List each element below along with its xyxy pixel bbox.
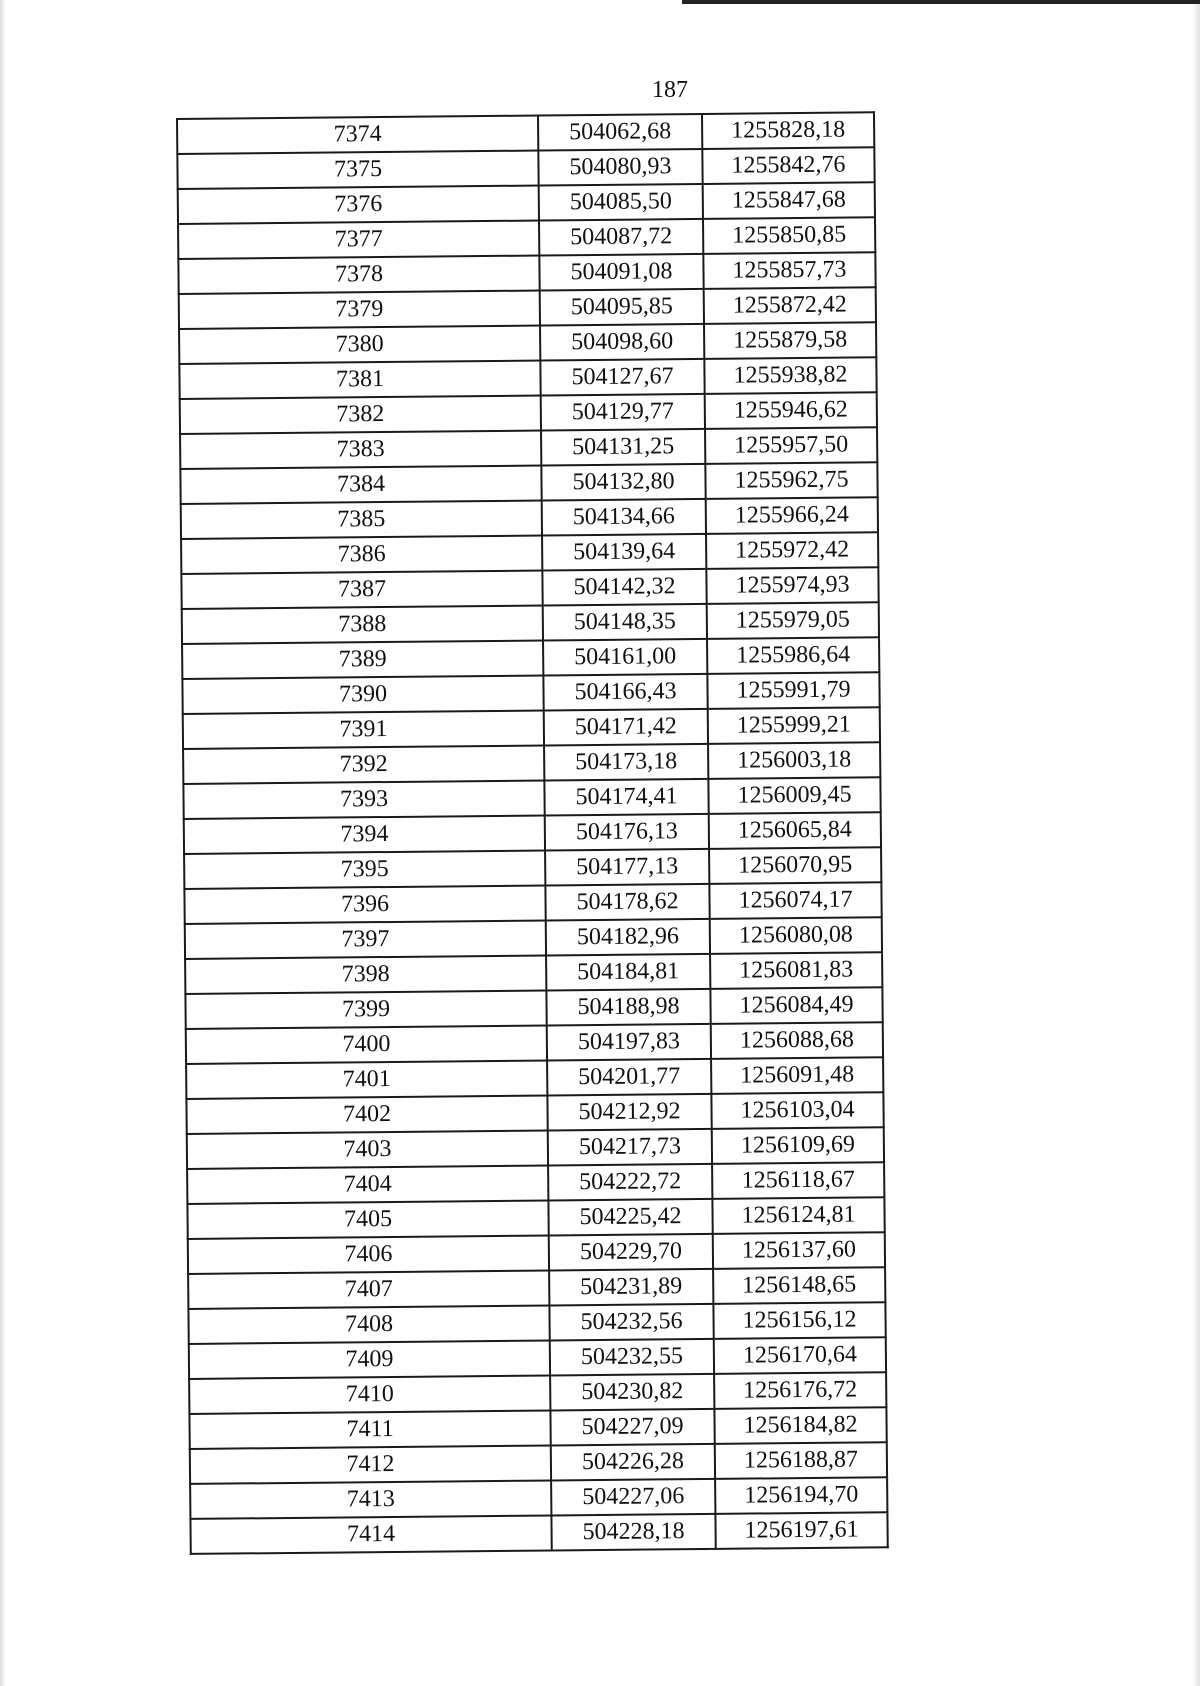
y-coordinate-cell: 1255946,62 (705, 392, 877, 429)
y-coordinate-cell: 1255991,79 (707, 672, 879, 709)
point-number-cell: 7396 (184, 885, 545, 923)
x-coordinate-cell: 504177,13 (545, 849, 709, 886)
y-coordinate-cell: 1255979,05 (707, 602, 879, 639)
point-number-cell: 7399 (185, 990, 546, 1028)
x-coordinate-cell: 504232,56 (549, 1304, 713, 1341)
y-coordinate-cell: 1255966,24 (706, 497, 878, 534)
y-coordinate-cell: 1256184,82 (714, 1407, 886, 1444)
page-number: 187 (652, 77, 688, 103)
y-coordinate-cell: 1256080,08 (710, 917, 882, 954)
y-coordinate-cell: 1256148,65 (713, 1267, 885, 1304)
x-coordinate-cell: 504132,80 (541, 464, 705, 501)
x-coordinate-cell: 504134,66 (542, 499, 706, 536)
point-number-cell: 7394 (184, 815, 545, 853)
scan-left-edge (0, 0, 6, 1686)
point-number-cell: 7381 (179, 361, 540, 399)
y-coordinate-cell: 1256084,49 (710, 987, 882, 1024)
point-number-cell: 7395 (184, 850, 545, 888)
point-number-cell: 7403 (187, 1130, 548, 1168)
point-number-cell: 7380 (179, 326, 540, 364)
y-coordinate-cell: 1256103,04 (711, 1092, 883, 1129)
x-coordinate-cell: 504197,83 (547, 1024, 711, 1061)
point-number-cell: 7383 (180, 431, 541, 469)
point-number-cell: 7374 (177, 116, 538, 154)
y-coordinate-cell: 1256088,68 (711, 1022, 883, 1059)
point-number-cell: 7406 (188, 1235, 549, 1273)
x-coordinate-cell: 504173,18 (544, 744, 708, 781)
point-number-cell: 7404 (187, 1165, 548, 1203)
y-coordinate-cell: 1256081,83 (710, 952, 882, 989)
y-coordinate-cell: 1256156,12 (713, 1302, 885, 1339)
x-coordinate-cell: 504129,77 (541, 394, 705, 431)
point-number-cell: 7409 (189, 1340, 550, 1378)
point-number-cell: 7391 (183, 710, 544, 748)
y-coordinate-cell: 1255999,21 (708, 707, 880, 744)
x-coordinate-cell: 504139,64 (542, 534, 706, 571)
y-coordinate-cell: 1255828,18 (702, 112, 874, 149)
coordinates-table-container (176, 111, 887, 1555)
x-coordinate-cell: 504232,55 (550, 1339, 714, 1376)
x-coordinate-cell: 504229,70 (549, 1234, 713, 1271)
point-number-cell: 7379 (179, 291, 540, 329)
x-coordinate-cell: 504085,50 (539, 184, 703, 221)
y-coordinate-cell: 1256197,61 (715, 1512, 887, 1549)
x-coordinate-cell: 504227,09 (550, 1409, 714, 1446)
y-coordinate-cell: 1256194,70 (715, 1477, 887, 1514)
x-coordinate-cell: 504212,92 (547, 1094, 711, 1131)
x-coordinate-cell: 504148,35 (543, 604, 707, 641)
y-coordinate-cell: 1256070,95 (709, 847, 881, 884)
y-coordinate-cell: 1255972,42 (706, 532, 878, 569)
y-coordinate-cell: 1256009,45 (708, 777, 880, 814)
x-coordinate-cell: 504217,73 (548, 1129, 712, 1166)
x-coordinate-cell: 504166,43 (543, 674, 707, 711)
y-coordinate-cell: 1255938,82 (704, 357, 876, 394)
y-coordinate-cell: 1255974,93 (706, 567, 878, 604)
point-number-cell: 7378 (178, 256, 539, 294)
y-coordinate-cell: 1256003,18 (708, 742, 880, 779)
point-number-cell: 7389 (182, 641, 543, 679)
point-number-cell: 7397 (185, 920, 546, 958)
scan-right-edge (1192, 0, 1200, 1686)
x-coordinate-cell: 504201,77 (547, 1059, 711, 1096)
y-coordinate-cell: 1255986,64 (707, 637, 879, 674)
x-coordinate-cell: 504228,18 (551, 1514, 715, 1551)
x-coordinate-cell: 504098,60 (540, 324, 704, 361)
point-number-cell: 7400 (186, 1025, 547, 1063)
point-number-cell: 7412 (190, 1445, 551, 1483)
x-coordinate-cell: 504222,72 (548, 1164, 712, 1201)
point-number-cell: 7414 (190, 1515, 551, 1553)
point-number-cell: 7390 (182, 675, 543, 713)
x-coordinate-cell: 504080,93 (538, 149, 702, 186)
table-row (190, 1512, 887, 1554)
point-number-cell: 7393 (183, 780, 544, 818)
top-rule (682, 0, 1200, 4)
point-number-cell: 7398 (185, 955, 546, 993)
x-coordinate-cell: 504188,98 (546, 989, 710, 1026)
point-number-cell: 7413 (190, 1480, 551, 1518)
x-coordinate-cell: 504231,89 (549, 1269, 713, 1306)
x-coordinate-cell: 504142,32 (542, 569, 706, 606)
point-number-cell: 7388 (182, 606, 543, 644)
y-coordinate-cell: 1256065,84 (709, 812, 881, 849)
point-number-cell: 7387 (181, 571, 542, 609)
coordinates-table (176, 111, 889, 1555)
y-coordinate-cell: 1255857,73 (703, 252, 875, 289)
point-number-cell: 7392 (183, 745, 544, 783)
x-coordinate-cell: 504171,42 (544, 709, 708, 746)
point-number-cell: 7408 (188, 1305, 549, 1343)
point-number-cell: 7401 (186, 1060, 547, 1098)
point-number-cell: 7410 (189, 1375, 550, 1413)
x-coordinate-cell: 504227,06 (551, 1479, 715, 1516)
y-coordinate-cell: 1255850,85 (703, 217, 875, 254)
x-coordinate-cell: 504226,28 (551, 1444, 715, 1481)
point-number-cell: 7407 (188, 1270, 549, 1308)
y-coordinate-cell: 1256091,48 (711, 1057, 883, 1094)
y-coordinate-cell: 1256118,67 (712, 1162, 884, 1199)
point-number-cell: 7386 (181, 536, 542, 574)
y-coordinate-cell: 1255879,58 (704, 322, 876, 359)
x-coordinate-cell: 504095,85 (540, 289, 704, 326)
y-coordinate-cell: 1255957,50 (705, 427, 877, 464)
x-coordinate-cell: 504230,82 (550, 1374, 714, 1411)
x-coordinate-cell: 504225,42 (548, 1199, 712, 1236)
coordinates-table-body (177, 112, 888, 1554)
point-number-cell: 7385 (181, 501, 542, 539)
point-number-cell: 7376 (178, 186, 539, 224)
y-coordinate-cell: 1255842,76 (702, 147, 874, 184)
y-coordinate-cell: 1256109,69 (712, 1127, 884, 1164)
x-coordinate-cell: 504062,68 (538, 114, 702, 151)
y-coordinate-cell: 1256176,72 (714, 1372, 886, 1409)
point-number-cell: 7402 (186, 1095, 547, 1133)
point-number-cell: 7411 (189, 1410, 550, 1448)
y-coordinate-cell: 1255962,75 (705, 462, 877, 499)
x-coordinate-cell: 504178,62 (545, 884, 709, 921)
point-number-cell: 7375 (177, 151, 538, 189)
x-coordinate-cell: 504174,41 (544, 779, 708, 816)
point-number-cell: 7382 (180, 396, 541, 434)
point-number-cell: 7377 (178, 221, 539, 259)
x-coordinate-cell: 504182,96 (546, 919, 710, 956)
x-coordinate-cell: 504087,72 (539, 219, 703, 256)
x-coordinate-cell: 504161,00 (543, 639, 707, 676)
x-coordinate-cell: 504131,25 (541, 429, 705, 466)
y-coordinate-cell: 1256124,81 (712, 1197, 884, 1234)
y-coordinate-cell: 1255847,68 (703, 182, 875, 219)
y-coordinate-cell: 1256074,17 (709, 882, 881, 919)
y-coordinate-cell: 1256137,60 (713, 1232, 885, 1269)
point-number-cell: 7384 (180, 466, 541, 504)
point-number-cell: 7405 (187, 1200, 548, 1238)
y-coordinate-cell: 1255872,42 (704, 287, 876, 324)
x-coordinate-cell: 504091,08 (539, 254, 703, 291)
x-coordinate-cell: 504176,13 (545, 814, 709, 851)
x-coordinate-cell: 504184,81 (546, 954, 710, 991)
x-coordinate-cell: 504127,67 (540, 359, 704, 396)
y-coordinate-cell: 1256188,87 (715, 1442, 887, 1479)
y-coordinate-cell: 1256170,64 (714, 1337, 886, 1374)
